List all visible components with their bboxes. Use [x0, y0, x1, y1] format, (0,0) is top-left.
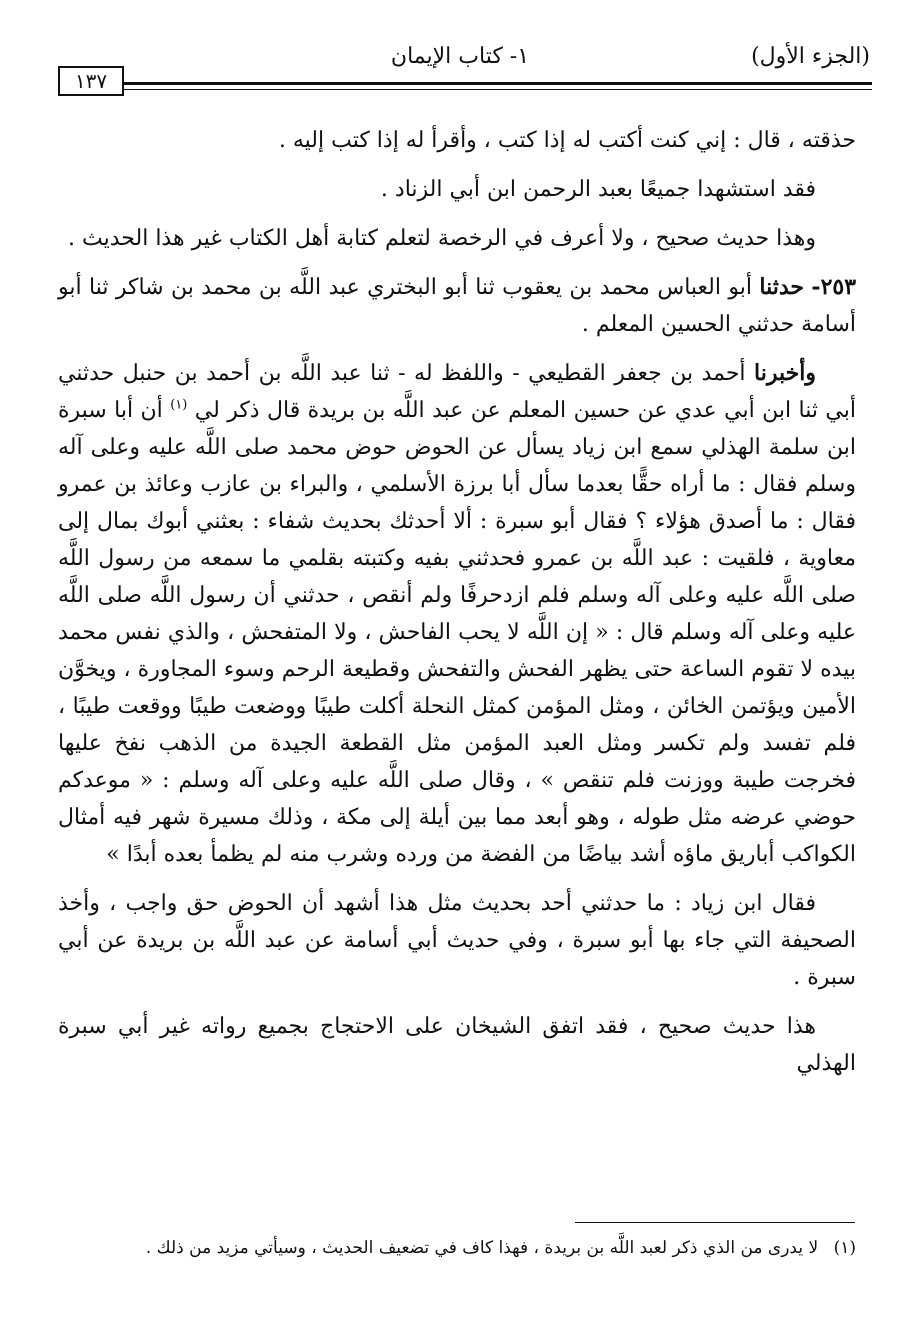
footnote-text: لا يدرى من الذي ذكر لعبد اللَّه بن بريدة ، فهذا كاف في تضعيف الحديث ، وسيأتي مزيد من ذلك .: [145, 1238, 819, 1258]
paragraph-text: أحمد بن جعفر القطيعي - واللفظ له - ثنا عبد اللَّه بن أحمد بن حنبل حدثني أبي ثنا ابن أبي عدي عن حسين المعلم عن عبد اللَّه بن بريدة قال ذكر لي: [58, 361, 856, 423]
volume-label: (الجزء الأول): [751, 44, 870, 69]
paragraph-text: حذقته ، قال : إني كنت أكتب له إذا كتب ، وأقرأ له إذا كتب إليه .: [278, 128, 856, 153]
paragraph-6: [58, 885, 856, 996]
paragraph-text: أبو العباس محمد بن يعقوب ثنا أبو البختري عبد اللَّه بن محمد بن شاكر ثنا أبو أسامة حدثني الحسين المعلم .: [58, 275, 856, 337]
hadith-253: [58, 269, 856, 343]
chapter-title: ١- كتاب الإيمان: [390, 44, 530, 69]
footnote-reference[interactable]: (١): [170, 397, 188, 413]
paragraph-7: [58, 1008, 856, 1082]
header-rule-thin: [122, 89, 872, 90]
footnote-mark: (١): [833, 1238, 856, 1258]
header-rule-thick: [122, 82, 872, 85]
lead-word: وأخبرنا: [754, 360, 816, 386]
footnote-separator: [575, 1222, 855, 1223]
footnote-1: [58, 1234, 856, 1262]
paragraph-text: وهذا حديث صحيح ، ولا أعرف في الرخصة لتعلم كتابة أهل الكتاب غير هذا الحديث .: [68, 226, 816, 251]
paragraph-text-continued: أن أبا سبرة ابن سلمة الهذلي سمع ابن زياد يسأل عن الحوض حوض محمد صلى اللَّه عليه وعلى آله وسلم فقال : ما أراه حقًّا بعدما سأل أبا برزة الأسلمي ، والبراء بن عازب وعائذ بن عمرو فقال : ما أصدق هؤلاء ؟ فقال أبو سبرة : ألا أحدثك بحديث شفاء : بعثني أبوك بمال إلى معاوية ، فلقيت : عبد اللَّه بن عمرو فحدثني بفيه وكتبته بقلمي ما سمعه من رسول اللَّه صلى اللَّه عليه وعلى آله وسلم فلم ازدحرفًا ولم أنقص ، حدثني أن رسول اللَّه صلى اللَّه عليه وعلى آله وسلم قال : « إن اللَّه لا يحب الفاحش ، ولا المتفحش ، والذي نفس محمد بيده لا تقوم الساعة حتى يظهر الفحش والتفحش وقطيعة الرحم وسوء المجاورة ، ويخوَّن الأمين ويؤتمن الخائن ، ومثل المؤمن كمثل النحلة أكلت طيبًا ووضعت طيبًا ووقعت طيبًا ، فلم تفسد ولم تكسر ومثل العبد المؤمن مثل القطعة الجيدة من الذهب نفخ عليها فخرجت طيبة ووزنت فلم تنقص » ، وقال صلى اللَّه عليه وعلى آله وسلم : « موعدكم حوضي عرضه مثل طوله ، وهو أبعد مما بين أيلة إلى مكة ، وذلك مسيرة شهر فيه أمثال الكواكب أباريق ماؤه أشد بياضًا من الفضة من ورده وشرب منه لم يظمأ بعده أبدًا »: [58, 398, 856, 867]
hadith-lead-word: حدثنا: [759, 274, 805, 300]
paragraph-text: فقال ابن زياد : ما حدثني أحد بحديث مثل هذا أشهد أن الحوض حق واجب ، وأخذ الصحيفة التي جاء بها أبو سبرة ، وفي حديث أبي أسامة عن عبد اللَّه بن بريدة عن أبي سبرة .: [58, 891, 856, 990]
paragraph-2: [58, 171, 856, 208]
paragraph-text: فقد استشهدا جميعًا بعبد الرحمن ابن أبي الزناد .: [380, 177, 816, 202]
paragraph-wa-akhbarana: [58, 355, 856, 873]
paragraph-1: [58, 122, 856, 159]
hadith-number: ٢٥٣-: [811, 274, 857, 300]
paragraph-3: [58, 220, 856, 257]
main-text: [58, 122, 856, 1094]
paragraph-text: هذا حديث صحيح ، فقد اتفق الشيخان على الاحتجاج بجميع رواته غير أبي سبرة الهذلي: [58, 1014, 856, 1076]
page-number: ١٣٧: [58, 66, 124, 96]
